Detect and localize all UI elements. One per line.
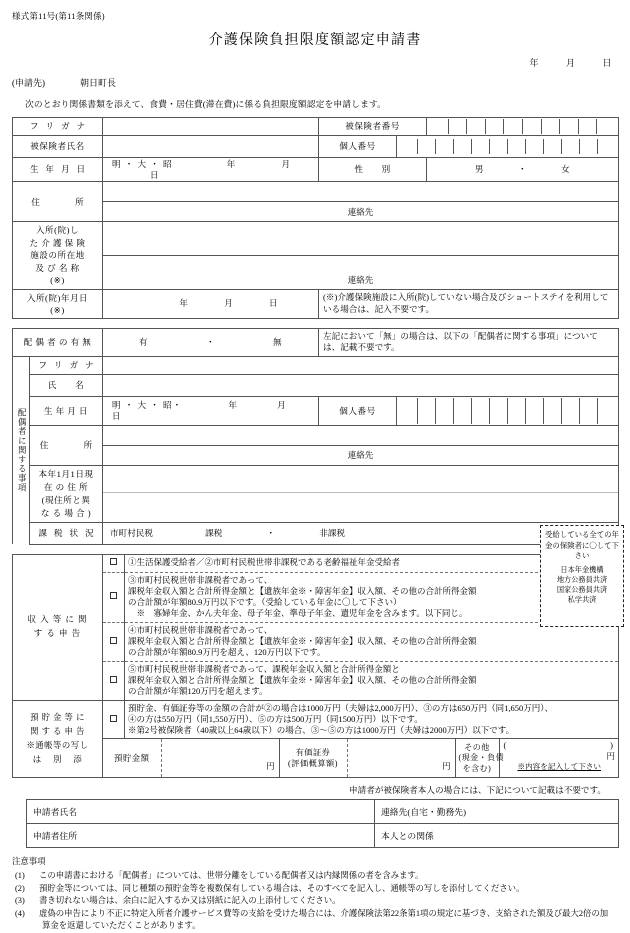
date-day-label: 日 (602, 58, 612, 68)
other-paren-close: ) (610, 740, 613, 751)
admission-year-label: 年 (179, 298, 189, 309)
other-label-l3: を含む) (462, 763, 492, 773)
grid-cell[interactable] (466, 119, 485, 134)
income-section-label-l1: 収 入 等 に 関 (27, 614, 88, 625)
other-label (455, 739, 505, 777)
grid-cell[interactable] (543, 398, 561, 424)
facility-label-l3: 施設の所在地 (30, 250, 85, 261)
grid-cell[interactable] (597, 139, 615, 154)
savings-amounts-row (103, 739, 619, 778)
income-section-label (13, 554, 103, 700)
securities-unit: 円 (441, 761, 451, 772)
grid-cell[interactable] (489, 398, 507, 424)
tax-untaxed[interactable]: 非課税 (319, 527, 346, 538)
insured-number-label: 被保険者番号 (319, 118, 427, 136)
checkbox-icon[interactable] (110, 637, 117, 644)
gender-sep: ・ (517, 164, 528, 175)
lead-text: 次のとおり関係書類を添えて、食費・居住費(滞在費)に係る負担限度額認定を申請します。 (25, 99, 387, 109)
insured-personal-number-input[interactable] (397, 136, 619, 158)
insured-person-table (12, 117, 619, 319)
spouse-furigana-label: フ リ ガ ナ (30, 356, 103, 374)
applicant-relation-label: 本人との関係 (381, 831, 434, 842)
spouse-section-vertical-label (13, 356, 30, 544)
insured-address-value[interactable] (103, 182, 619, 202)
applicant-table (26, 799, 619, 848)
grid-cell[interactable] (579, 398, 597, 424)
grid-cell[interactable] (503, 119, 522, 134)
grid-cell[interactable] (561, 139, 579, 154)
pension-box-instruction: 受給している全ての年金の保険者に〇して下さい (545, 530, 619, 561)
note-text: この申請書における「配偶者」については、世帯分離をしている配偶者又は内縁関係の者を含みます。 (39, 871, 424, 881)
insured-number-input[interactable] (427, 118, 619, 136)
savings-section-label-l3: ※通帳等の写し (26, 740, 89, 750)
admission-date-label (13, 289, 103, 318)
deposit-label: 預貯金額 (103, 739, 161, 777)
tax-municipal-label: 市町村民税 (110, 527, 153, 538)
savings-section-label (13, 700, 103, 778)
tax-sep: ・ (266, 527, 276, 538)
grid-cell[interactable] (525, 398, 543, 424)
checkbox-icon[interactable] (110, 592, 117, 599)
insured-birth-label: 生 年 月 日 (13, 158, 103, 182)
applicant-name-label: 申請者氏名 (33, 807, 77, 818)
pension-insurer-box (540, 525, 624, 627)
grid-cell[interactable] (400, 139, 417, 154)
note-item (12, 908, 618, 921)
admission-date-label-l1: 入所(院)年月日 (26, 292, 89, 303)
spouse-jan1-address-value[interactable] (103, 465, 619, 522)
spouse-personal-number-input[interactable] (397, 396, 619, 425)
other-note: ※内容を記入して下さい (517, 762, 602, 772)
grid-cell[interactable] (471, 398, 489, 424)
facility-contact[interactable] (103, 256, 619, 290)
applicant-address-label: 申請者住所 (33, 831, 77, 842)
personal-number-grid (400, 139, 615, 154)
income-item-4-line-1: ④市町村民税世帯非課税者であって、 (128, 624, 273, 635)
addressee-value: 朝日町長 (80, 78, 117, 88)
income-savings-table (12, 554, 619, 779)
income-item-3-line-1: ③市町村民税世帯非課税者であって、 (128, 574, 273, 585)
grid-cell[interactable] (561, 398, 579, 424)
facility-label-l5: (※) (50, 275, 65, 286)
grid-cell[interactable] (485, 119, 504, 134)
admission-day-label: 日 (268, 298, 278, 309)
gender-choice[interactable] (427, 158, 619, 182)
income-item-3-line-3: の合計額が年額80.9万円以下です。（受給している年金に〇して下さい） (128, 597, 402, 608)
pension-insurer-4[interactable]: 私学共済 (567, 596, 597, 605)
securities-label (279, 739, 347, 777)
applicant-note: 申請者が被保険者本人の場合には、下記について記載は不要です。 (349, 785, 606, 796)
date-year-label: 年 (529, 58, 539, 68)
contact-label: 連絡先 (347, 275, 374, 285)
grid-cell[interactable] (541, 119, 560, 134)
grid-cell[interactable] (579, 139, 597, 154)
other-amount-input[interactable] (499, 739, 619, 777)
admission-date-label-l2: (※) (50, 304, 65, 315)
contact-label: 連絡先 (347, 450, 374, 461)
note-item (12, 895, 618, 908)
era-choices[interactable]: 明 ・ 大 ・ 昭 (112, 159, 173, 169)
birth-month-label: 月 (281, 159, 291, 169)
gender-label: 性 別 (319, 158, 427, 182)
securities-label-l1: 有価証券 (295, 748, 331, 758)
spouse-yes[interactable]: 有 (138, 337, 148, 348)
spouse-name-value[interactable] (103, 374, 619, 396)
pension-insurer-2[interactable]: 地方公務員共済 (556, 576, 608, 585)
note-text: 書き切れない場合は、余白に記入するか又は別紙に記入の上添付してください。 (39, 896, 341, 906)
income-section-label-l2: す る 申 告 (33, 628, 82, 639)
grid-cell[interactable] (559, 119, 578, 134)
spouse-name-label: 氏 名 (30, 374, 103, 396)
other-unit-line (504, 751, 616, 762)
jan1-address-line2[interactable] (103, 493, 618, 516)
grid-cell[interactable] (578, 119, 597, 134)
spouse-address-value[interactable] (103, 425, 619, 445)
income-checkbox-5[interactable] (103, 661, 125, 700)
note-number: (2) (15, 883, 25, 893)
jan1-label-l3: (現住所と異 (41, 494, 91, 505)
jan1-label-l4: な る 場 合 ) (40, 507, 92, 518)
spouse-personal-number-label: 個人番号 (319, 396, 397, 425)
grid-cell[interactable] (471, 139, 489, 154)
grid-cell[interactable] (430, 119, 448, 134)
grid-cell[interactable] (453, 398, 471, 424)
grid-cell[interactable] (507, 139, 525, 154)
checkbox-icon[interactable] (110, 676, 117, 683)
addressee (12, 76, 618, 89)
has-spouse-note: 左記において「無」の場合は、以下の「配偶者に関する事項」については、記載不要です。 (319, 328, 619, 356)
date-line (12, 56, 618, 69)
note-text: 預貯金等については、同じ種類の預貯金等を複数保有している場合は、そのすべてを記入し、通帳等の写しを添付してください。 (39, 883, 525, 893)
notes-heading: 注意事項 (12, 857, 46, 867)
applicant-relation-cell[interactable] (375, 824, 619, 848)
note-item (12, 883, 618, 896)
note-item (12, 870, 618, 883)
income-item-4-line-3: の合計額が年額80.9万円を超え、120万円以下です。 (128, 647, 326, 658)
grid-cell[interactable] (417, 139, 435, 154)
income-item-3-line-2: 課税年金収入額と合計所得金額と【遺族年金※・障害年金】収入額、その他の合計所得金額 (128, 585, 477, 596)
grid-cell[interactable] (435, 398, 453, 424)
grid-cell[interactable] (400, 398, 417, 424)
savings-statement (125, 700, 619, 739)
applicant-contact-cell[interactable] (375, 800, 619, 824)
applicant-address-cell[interactable] (27, 824, 375, 848)
income-item-5-line-3: の合計額が年額120万円を超えます。 (128, 686, 268, 697)
pension-insurer-list (543, 565, 621, 605)
birth-day-label: 日 (150, 169, 159, 180)
deposit-amount-input[interactable] (161, 739, 279, 777)
pension-insurer-1[interactable]: 日本年金機構 (560, 566, 604, 575)
other-label-l2: (現金・負債 (458, 753, 505, 763)
savings-statement-line-1: 預貯金、有価証券等の金額の合計が②の場合は1000万円（夫婦は2,000万円）、③の方は650万円（同1,650万円）、 (128, 702, 554, 713)
grid-cell[interactable] (525, 139, 543, 154)
spouse-jan1-address-label (30, 465, 103, 522)
grid-cell[interactable] (597, 398, 615, 424)
facility-label-l4: 及 び 名 称 (35, 262, 80, 273)
spouse-contact[interactable] (103, 445, 619, 465)
spouse-birth-label: 生 年 月 日 (30, 396, 103, 425)
has-spouse-choice[interactable] (103, 328, 319, 356)
spouse-birth-day-label: 日 (112, 410, 121, 421)
deposit-unit: 円 (265, 761, 275, 772)
note-text-continuation: 算金を返還していただくことがあります。 (42, 921, 201, 931)
spouse-table (12, 328, 619, 545)
income-checkbox-1[interactable] (103, 554, 125, 572)
savings-statement-line-3: ※第2号被保険者（40歳以上64歳以下）の場合、③～⑤の方は1000万円（夫婦は2000万円）以下です。 (128, 725, 515, 736)
birth-year-label: 年 (226, 159, 236, 169)
grid-cell[interactable] (543, 139, 561, 154)
spouse-birth-value[interactable] (103, 396, 319, 425)
form-number: 様式第11号(第11条関係) (12, 11, 105, 21)
spouse-address-label: 住 所 (30, 425, 103, 465)
grid-cell[interactable] (448, 119, 467, 134)
applicant-name-cell[interactable] (27, 800, 375, 824)
facility-label (13, 222, 103, 289)
admission-date-value[interactable] (103, 289, 319, 318)
savings-amounts-table (103, 739, 619, 777)
note-text: 虚偽の申告により不正に特定入所者介護サービス費等の支給を受けた場合には、介護保険法第22条第1項の規定に基づき、支給された額及び最大2倍の加 (39, 908, 609, 918)
addressee-label: (申請先) (12, 78, 45, 88)
insured-birth-value[interactable] (103, 158, 319, 182)
spouse-birth-year-label: 年 (228, 399, 237, 410)
facility-label-l2: た 介 護 保 険 (29, 237, 86, 248)
spouse-furigana-value[interactable] (103, 356, 619, 374)
note-number: (3) (15, 896, 25, 906)
admission-month-label: 月 (224, 298, 233, 309)
income-item-3-line-4: ※ 寡婦年金、かん夫年金、母子年金、準母子年金、遺児年金を含みます。以下同じ。 (136, 608, 468, 619)
income-checkbox-3[interactable] (103, 572, 125, 622)
other-paren-open: ( (503, 740, 507, 751)
spouse-vertical-text: 配偶者に関する事項 (17, 408, 27, 493)
grid-cell[interactable] (417, 398, 435, 424)
spouse-personal-number-grid (400, 398, 615, 424)
insured-name-value[interactable] (103, 136, 319, 158)
savings-checkbox[interactable] (103, 700, 125, 739)
date-month-label: 月 (565, 58, 576, 68)
income-item-4-text (125, 622, 619, 661)
personal-number-label: 個人番号 (319, 136, 397, 158)
jan1-address-line1[interactable] (103, 471, 618, 493)
insured-furigana-label: フ リ ガ ナ (13, 118, 103, 136)
admission-note: (※)介護保険施設に入所(院)していない場合及びショートステイを利用している場合は、記入不要です。 (319, 289, 619, 318)
contact-label: 連絡先 (347, 206, 374, 217)
grid-cell[interactable] (596, 119, 615, 134)
other-label-l1: その他 (464, 742, 490, 752)
applicant-contact-label: 連絡先(自宅・勤務先) (381, 807, 467, 818)
insured-name-label: 被保険者氏名 (13, 136, 103, 158)
insured-furigana-value[interactable] (103, 118, 319, 136)
spouse-tax-status-label: 課 税 状 況 (30, 522, 103, 544)
gender-male[interactable]: 男 (474, 164, 484, 175)
grid-cell[interactable] (522, 119, 541, 134)
income-item-4-line-2: 課税年金収入額と合計所得金額と【遺族年金※・障害年金】収入額、その他の合計所得金額 (128, 636, 477, 647)
income-item-5-text (125, 661, 619, 700)
page-title: 介護保険負担限度額認定申請書 (208, 33, 422, 48)
has-spouse-label: 配 偶 者 の 有 無 (13, 328, 103, 356)
grid-cell[interactable] (489, 139, 507, 154)
savings-statement-line-2: ④の方は550万円（同1,550万円）、⑤の方は500万円（同1500万円）以下です。 (128, 713, 423, 724)
savings-section-label-l4: は 別 添 (32, 754, 83, 764)
facility-label-l1: 入所(院)し (35, 225, 80, 236)
income-item-1-line-1: ①生活保護受給者／②市町村民税世帯非課税である老齢福祉年金受給者 (128, 557, 401, 568)
savings-section-label-l2: 関 す る 申 告 (30, 727, 85, 737)
spouse-sep: ・ (205, 337, 216, 348)
income-item-5-line-1: ⑤市町村民税世帯非課税者であって、課税年金収入額と合計所得金額と (128, 663, 400, 674)
grid-cell[interactable] (453, 139, 471, 154)
spouse-no[interactable]: 無 (273, 337, 283, 348)
note-number: (1) (15, 871, 25, 881)
savings-section-label-l1: 預 貯 金 等 に (30, 713, 85, 723)
insured-address-label: 住 所 (13, 182, 103, 222)
securities-amount-input[interactable] (347, 739, 455, 777)
gender-female[interactable]: 女 (561, 164, 571, 175)
insured-contact[interactable] (103, 202, 619, 222)
note-number: (4) (15, 908, 25, 918)
securities-label-l2: (評価概算額) (288, 759, 338, 769)
jan1-label-l2: 在 の 住 所 (43, 481, 89, 492)
notes-section (12, 856, 618, 933)
grid-cell[interactable] (507, 398, 525, 424)
pension-insurer-3[interactable]: 国家公務員共済 (556, 586, 608, 595)
tax-taxed[interactable]: 課税 (205, 527, 223, 538)
income-item-5-line-2: 課税年金収入額と合計所得金額と【遺族年金※・障害年金】収入額、その他の合計所得金額 (128, 674, 477, 685)
grid-cell[interactable] (435, 139, 453, 154)
insured-number-grid (430, 119, 615, 134)
facility-address-value[interactable] (103, 222, 619, 256)
income-checkbox-4[interactable] (103, 622, 125, 661)
spouse-birth-month-label: 月 (277, 399, 286, 410)
checkbox-icon[interactable] (110, 715, 117, 722)
other-unit: 円 (606, 751, 615, 762)
jan1-label-l1: 本年1月1日現 (38, 468, 94, 479)
spouse-era-choices[interactable]: 明 ・ 大 ・ 昭・ (112, 399, 183, 410)
checkbox-icon[interactable] (110, 558, 117, 565)
